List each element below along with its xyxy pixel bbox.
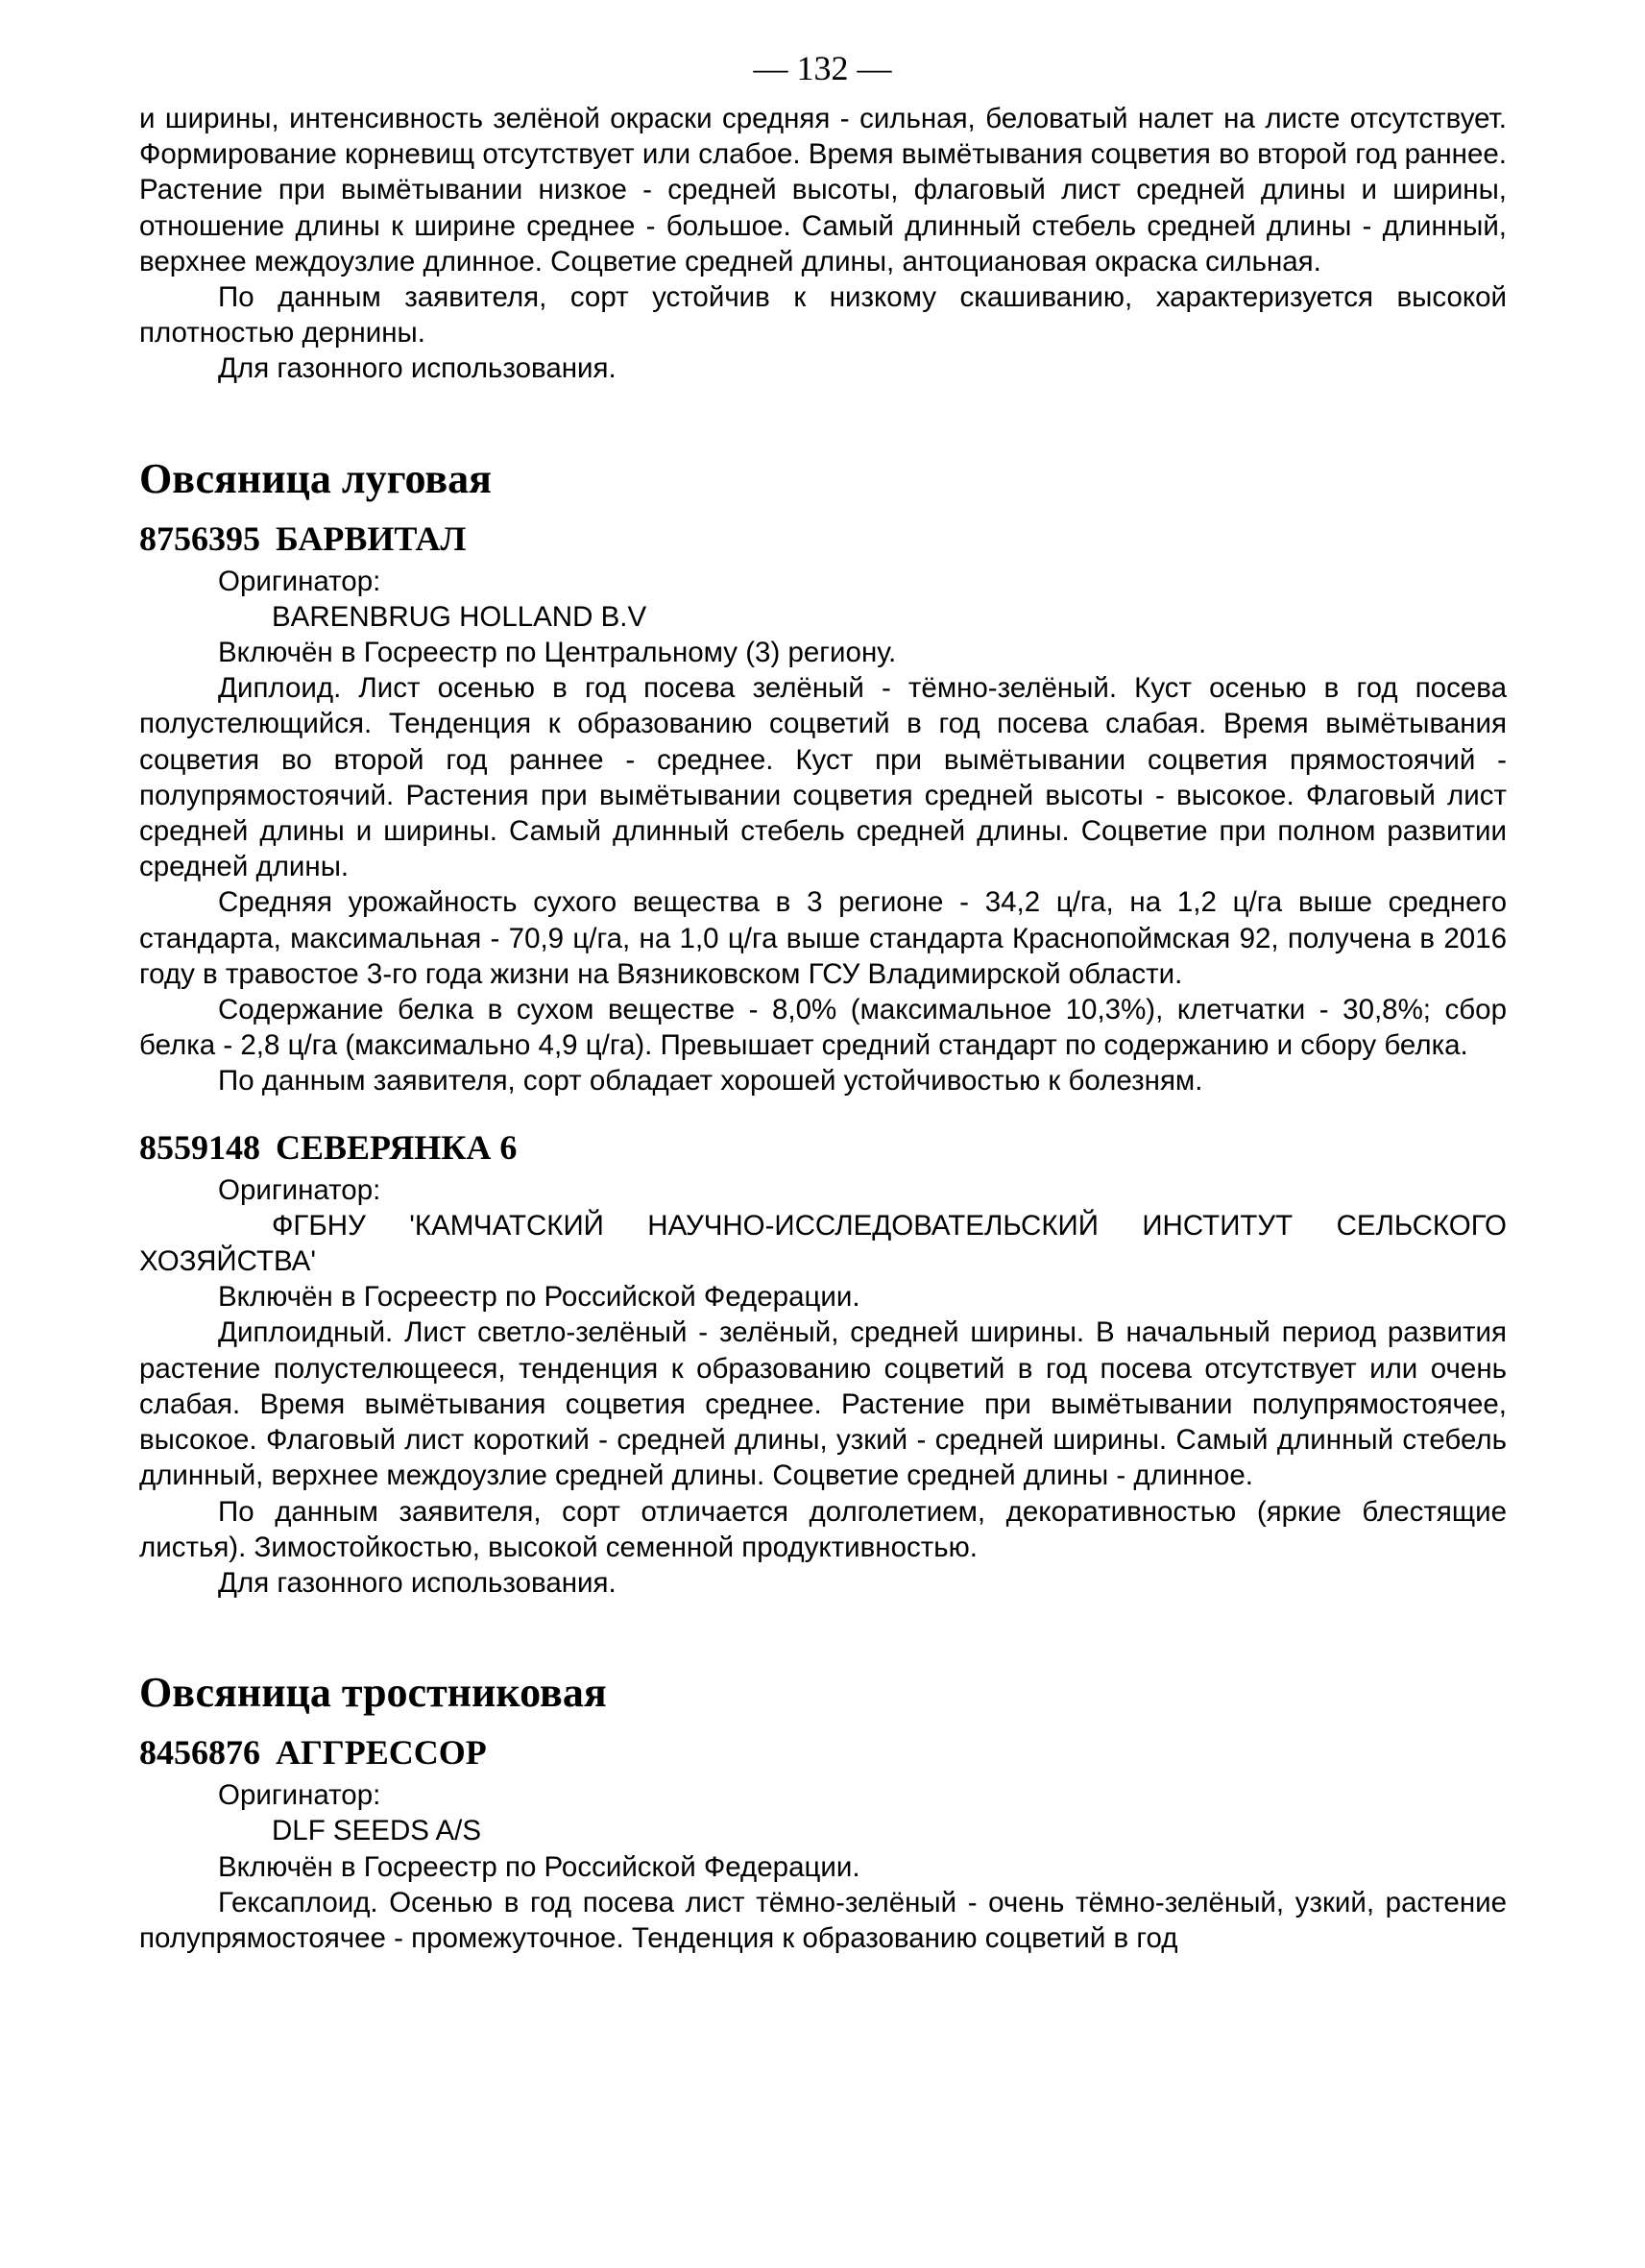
register-line: Включён в Госреестр по Российской Федерации. (218, 1281, 860, 1314)
species-heading: Овсяница луговая (139, 454, 492, 502)
intro-paragraph: Для газонного использования. (218, 352, 617, 385)
variety-heading (139, 1126, 1507, 1169)
variety-description: Диплоидный. Лист светло-зелёный - зелёный, средней ширины. В начальный период развития растение полустелющееся, тенденция к образованию соцветий в год посева отсутствует или очень слабая. Время вымётывания соцветия среднее. Растение при вымётывании полупрямостоячее, высокое. Флаговый лист короткий - средней длины, узкий - средней ширины. Самый длинный стебель длинный, верхнее междоузлие средней длины. Соцветие средней длины - длинное. (139, 1316, 1507, 1492)
variety-heading (139, 1731, 1507, 1773)
variety-code: 8456876 (139, 1733, 260, 1773)
register-line: Включён в Госреестр по Центральному (3) региону. (218, 637, 897, 669)
variety-description: Средняя урожайность сухого вещества в 3 регионе - 34,2 ц/га, на 1,2 ц/га выше среднего стандарта, максимальная - 70,9 ц/га, на 1,0 ц/га выше стандарта Краснопоймская 92, получена в 2016 году в травостое 3-го года жизни на Вязниковском ГСУ Владимирской области. (139, 886, 1507, 990)
page-number: — 132 — (753, 49, 892, 87)
variety-description: Гексаплоид. Осенью в год посева лист тёмно-зелёный - очень тёмно-зелёный, узкий, растение полупрямостоячее - промежуточное. Тенденция к образованию соцветий в год (139, 1886, 1507, 1954)
register-line: Включён в Госреестр по Российской Федерации. (218, 1850, 860, 1883)
variety-heading (139, 518, 1507, 560)
variety-description: Содержание белка в сухом веществе - 8,0% (максимальное 10,3%), клетчатки - 30,8%; сбор белка - 2,8 ц/га (максимально 4,9 ц/га). Превышает средний стандарт по содержанию и сбору белка. (139, 994, 1507, 1062)
originator-label: Оригинатор: (218, 1779, 381, 1812)
originator-name: BARENBRUG HOLLAND B.V (272, 600, 647, 633)
variety-code: 8756395 (139, 519, 260, 558)
intro-paragraph: По данным заявителя, сорт устойчив к низкому скашиванию, характеризуется высокой плотностью дернины. (139, 281, 1507, 350)
variety-description: По данным заявителя, сорт обладает хорошей устойчивостью к болезням. (218, 1065, 1203, 1098)
species-heading: Овсяница тростниковая (139, 1669, 607, 1717)
variety-name: БАРВИТАЛ (276, 519, 467, 558)
originator-label: Оригинатор: (218, 1173, 381, 1206)
originator-name: ФГБНУ 'КАМЧАТСКИЙ НАУЧНО-ИССЛЕДОВАТЕЛЬСКИЙ ИНСТИТУТ СЕЛЬСКОГО ХОЗЯЙСТВА' (139, 1209, 1507, 1278)
variety-description: Диплоид. Лист осенью в год посева зелёный - тёмно-зелёный. Куст осенью в год посева полустелющийся. Тенденция к образованию соцветий в год посева слабая. Время вымётывания соцветия во второй год раннее - среднее. Куст при вымётывании соцветия прямостоячий - полупрямостоячий. Растения при вымётывании соцветия средней высоты - высокое. Флаговый лист средней длины и ширины. Самый длинный стебель средней длины. Соцветие при полном развитии средней длины. (139, 672, 1507, 883)
page-content (139, 101, 1507, 1956)
variety-description: По данным заявителя, сорт отличается долголетием, декоративностью (яркие блестящие листья). Зимостойкостью, высокой семенной продуктивностью. (139, 1495, 1507, 1563)
originator-label: Оригинатор: (218, 565, 381, 597)
variety-name: АГГРЕССОР (276, 1733, 487, 1773)
variety-description: Для газонного использования. (218, 1566, 617, 1599)
intro-paragraph: и ширины, интенсивность зелёной окраски средняя - сильная, беловатый налет на листе отсутствует. Формирование корневищ отсутствует или слабое. Время вымётывания соцветия во второй год раннее. Растение при вымётывании низкое - средней высоты, флаговый лист средней длины и ширины, отношение длины к ширине среднее - большое. Самый длинный стебель средней длины - длинный, верхнее междоузлие длинное. Соцветие средней длины, антоциановая окраска сильная. (139, 103, 1507, 277)
variety-name: СЕВЕРЯНКА 6 (276, 1127, 518, 1167)
originator-name: DLF SEEDS A/S (272, 1815, 482, 1847)
variety-code: 8559148 (139, 1127, 260, 1167)
